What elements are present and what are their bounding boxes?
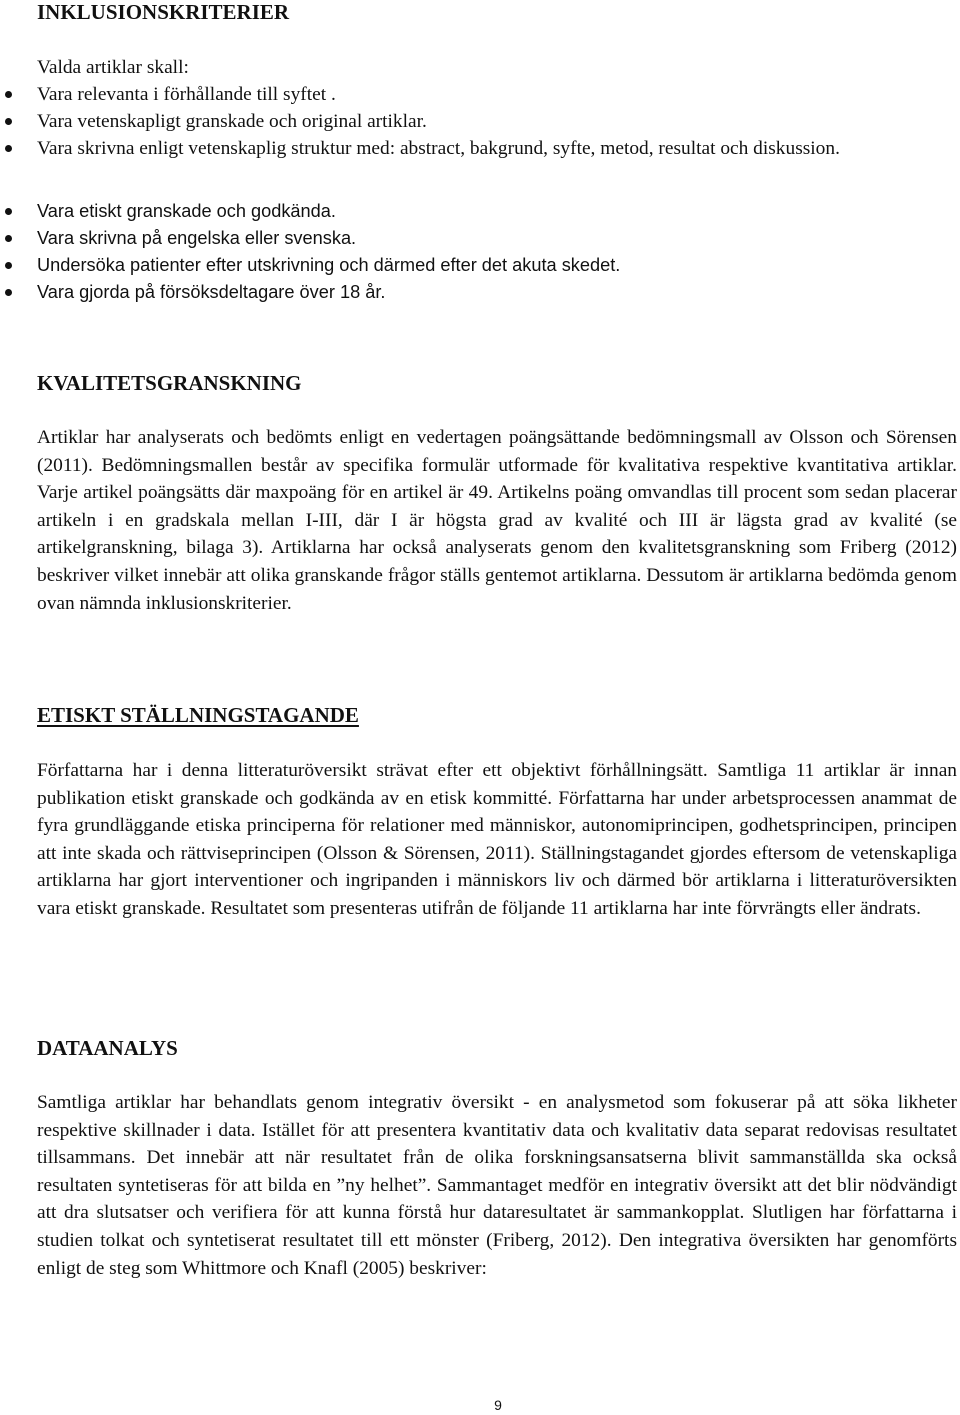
list-item-text: Vara skrivna enligt vetenskaplig struktur med: abstract, bakgrund, syfte, metod, resultat och diskussion. [37, 138, 840, 159]
bullet-icon [5, 289, 12, 296]
ethics-heading: ETISKT STÄLLNINGSTAGANDE [37, 703, 359, 727]
ethics-paragraph: Författarna har i denna litteraturöversikt strävat efter ett objektivt förhållningsätt. Samtliga 11 artiklar är innan publikation etiskt granskade och godkända av en etisk kommitté. Författarna har under arbetsprocessen anammat de fyra grundläggande etiska principerna för relationer med människor, autonomiprincipen, godhetsprincipen, principen att inte skada och rättviseprincipen (Olsson & Sörensen, 2011). Ställningstagandet gjordes eftersom de vetenskapliga artiklarna har gjort interventioner och ingripanden i människors liv och därmed bör artiklarna i litteraturöversikten vara etiskt granskade. Resultatet som presenteras utifrån de följande 11 artiklarna har inte förvrängts eller ändrats. [37, 760, 957, 919]
page-number: 9 [494, 1397, 502, 1413]
list-item-text: Undersöka patienter efter utskrivning och därmed efter det akuta skedet. [37, 255, 621, 275]
quality-heading: KVALITETSGRANSKNING [37, 371, 302, 395]
inclusion-list-continued [37, 198, 959, 306]
list-item [37, 108, 959, 135]
inclusion-intro: Valda artiklar skall: [37, 57, 189, 78]
bullet-icon [5, 262, 12, 269]
bullet-icon [5, 208, 12, 215]
bullet-icon [5, 118, 12, 125]
list-item [37, 81, 959, 108]
inclusion-heading: INKLUSIONSKRITERIER [37, 0, 290, 24]
list-item-text: Vara vetenskapligt granskade och original artiklar. [37, 111, 427, 132]
list-item [37, 225, 959, 252]
list-item-text: Vara etiskt granskade och godkända. [37, 201, 336, 221]
bullet-icon [5, 145, 12, 152]
list-item [37, 252, 959, 279]
analysis-heading: DATAANALYS [37, 1036, 178, 1060]
analysis-paragraph: Samtliga artiklar har behandlats genom integrativ översikt - en analysmetod som fokuserar på att söka likheter respektive skillnader i data. Istället för att presentera kvantitativ data och kvalitativ data separat redovisas resultatet tillsammans. Det innebär att när resultatet från de olika forskningsansatserna blivit sammanställda ska också resultaten syntetiseras för att bilda en ”ny helhet”. Sammantaget medför en integrativ översikt att det blir nödvändigt att dra slutsatser och verifiera för att kunna förstå hur dataresultatet är sammankopplat. Slutligen har författarna i studien tolkat och syntetiserat resultatet till ett mönster (Friberg, 2012). Den integrativa översikten har genomförts enligt de steg som Whittmore och Knafl (2005) beskriver: [37, 1092, 957, 1279]
bullet-icon [5, 91, 12, 98]
inclusion-list [37, 81, 959, 162]
list-item-text: Vara relevanta i förhållande till syftet . [37, 84, 336, 105]
list-item-text: Vara skrivna på engelska eller svenska. [37, 228, 357, 248]
list-item-text: Vara gjorda på försöksdeltagare över 18 år. [37, 282, 386, 302]
bullet-icon [5, 235, 12, 242]
list-item [37, 198, 959, 225]
list-item [37, 135, 959, 162]
quality-paragraph: Artiklar har analyserats och bedömts enligt en vedertagen poängsättande bedömningsmall av Olsson och Sörensen (2011). Bedömningsmallen består av specifika formulär utformade för kvalitativa respektive kvantitativa artiklar. Varje artikel poängsätts där maxpoäng för en artikel är 49. Artikelns poäng omvandlas till procent som sedan placerar artikeln i en gradskala mellan I-III, där I är högsta grad av kvalité och III är lägsta grad av kvalité (se artikelgranskning, bilaga 3). Artiklarna har också analyserats genom den kvalitetsgranskning som Friberg (2012) beskriver vilket innebär att olika granskande frågor ställs gentemot artiklarna. Dessutom är artiklarna bedömda genom ovan nämnda inklusionskriterier. [37, 427, 957, 614]
list-item [37, 279, 959, 306]
